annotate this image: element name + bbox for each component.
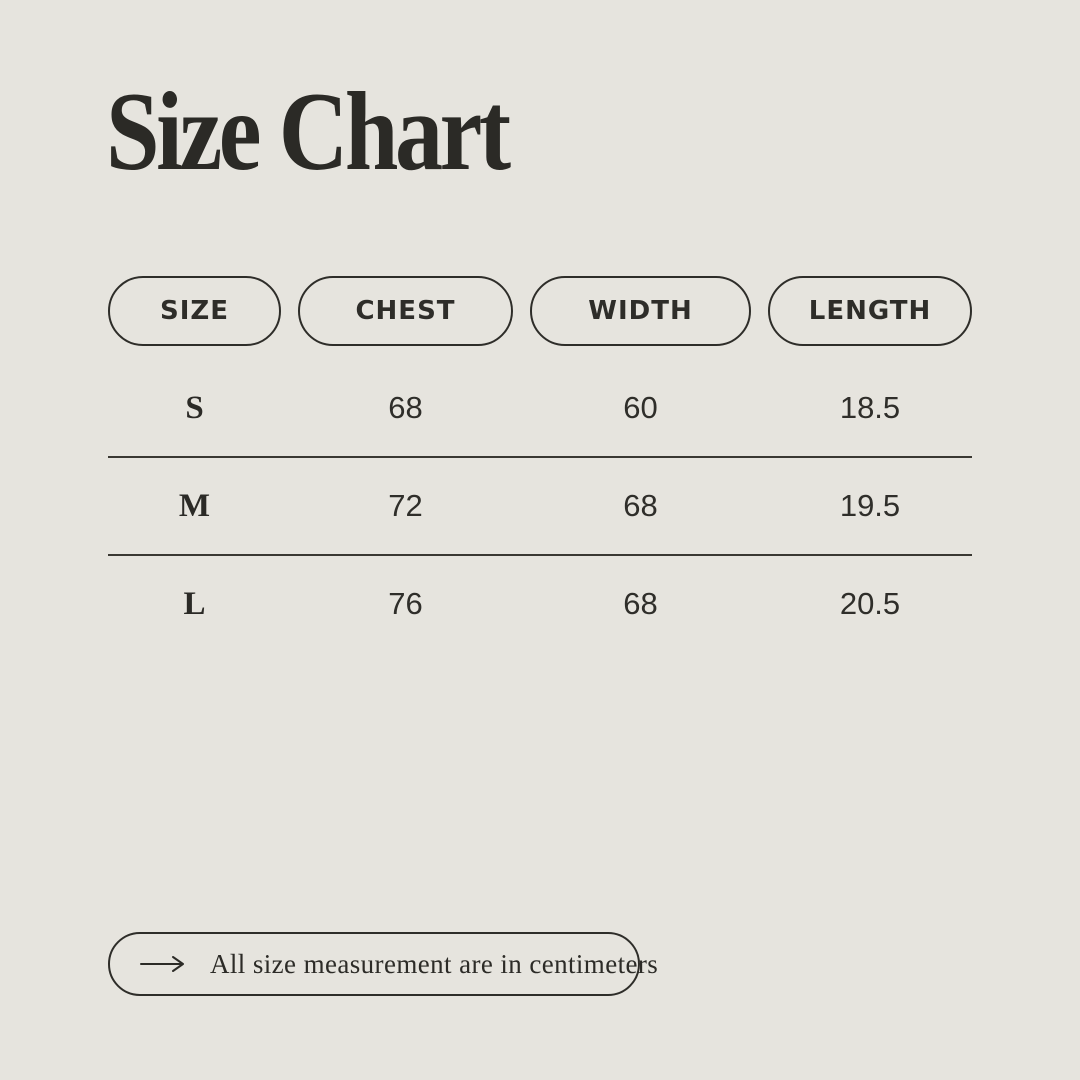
- page-title: Size Chart: [106, 70, 508, 194]
- length-value: 19.5: [839, 488, 901, 523]
- width-value: 68: [623, 488, 658, 523]
- footnote-text: All size measurement are in centimeters: [210, 948, 659, 979]
- footnote-badge: [108, 932, 659, 996]
- width-value: 60: [623, 390, 658, 425]
- table-row-m: [108, 458, 972, 554]
- chest-value: 72: [388, 488, 423, 523]
- column-header-chest: CHEST: [298, 276, 513, 346]
- length-value: 18.5: [839, 390, 901, 425]
- size-label: M: [178, 487, 211, 524]
- size-label: L: [183, 585, 206, 622]
- size-label: S: [185, 389, 204, 426]
- right-arrow-icon: [140, 954, 186, 974]
- column-header-width: WIDTH: [530, 276, 751, 346]
- chest-value: 68: [388, 390, 423, 425]
- length-value: 20.5: [839, 586, 901, 621]
- chest-value: 76: [388, 586, 423, 621]
- width-value: 68: [623, 586, 658, 621]
- table-row-l: [108, 556, 972, 652]
- column-header-size: SIZE: [108, 276, 281, 346]
- column-header-length: LENGTH: [768, 276, 972, 346]
- table-row-s: [108, 360, 972, 456]
- table-header-row: [108, 276, 972, 346]
- table-body: [108, 360, 972, 652]
